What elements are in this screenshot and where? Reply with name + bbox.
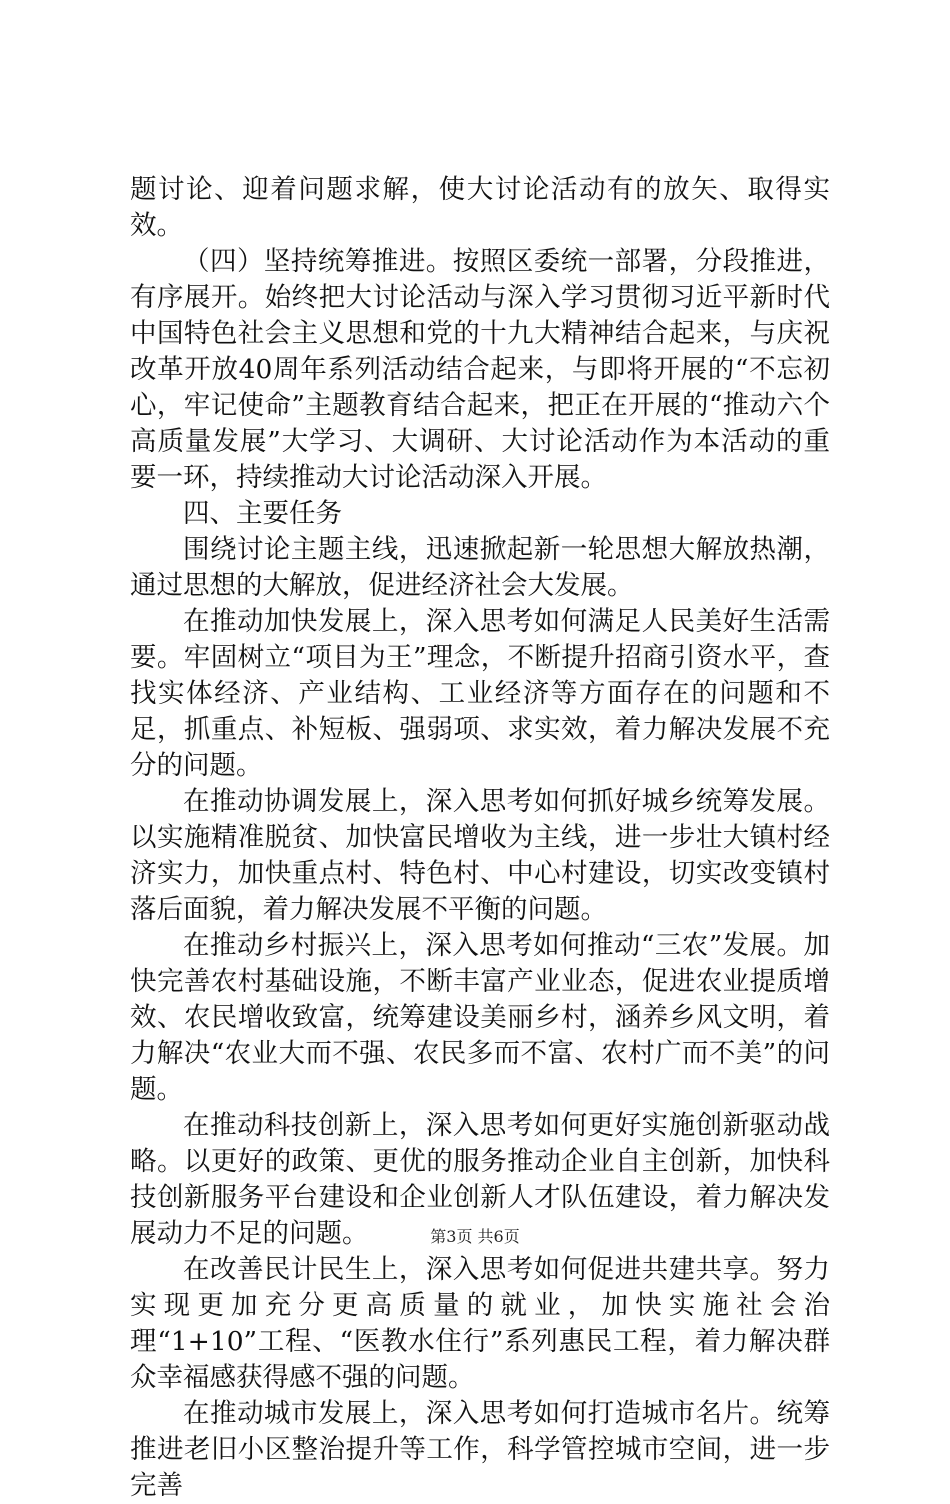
paragraph-coordination: （四）坚持统筹推进。按照区委统一部署，分段推进，有序展开。始终把大讨论活动与深入学习贯彻习近平新时代中国特色社会主义思想和党的十九大精神结合起来，与庆祝改革开放40周年系列活动结合起来，与即将开展的“不忘初心，牢记使命”主题教育结合起来，把正在开展的“推动六个高质量发展”大学习、大调研、大讨论活动作为本活动的重要一环，持续推动大讨论活动深入开展。 (130, 246, 830, 493)
paragraph-development: 在推动加快发展上，深入思考如何满足人民美好生活需要。牢固树立“项目为王”理念，不断提升招商引资水平，查找实体经济、产业结构、工业经济等方面存在的问题和不足，抓重点、补短板、强弱项、求实效，着力解决发展不充分的问题。 (130, 606, 830, 781)
paragraph-rural: 在推动乡村振兴上，深入思考如何推动“三农”发展。加快完善农村基础设施，不断丰富产业业态，促进农业提质增效、农民增收致富，统筹建设美丽乡村，涵养乡风文明，着力解决“农业大而不强、农民多而不富、农村广而不美”的问题。 (130, 930, 830, 1105)
paragraph-intro: 围绕讨论主题主线，迅速掀起新一轮思想大解放热潮，通过思想的大解放，促进经济社会大发展。 (130, 534, 830, 601)
paragraph-innovation: 在推动科技创新上，深入思考如何更好实施创新驱动战略。以更好的政策、更优的服务推动企业自主创新，加快科技创新服务平台建设和企业创新人才队伍建设，着力解决发展动力不足的问题。 (130, 1110, 830, 1249)
paragraph-continued: 题讨论、迎着问题求解，使大讨论活动有的放矢、取得实效。 (130, 174, 830, 241)
paragraph-livelihood: 在改善民计民生上，深入思考如何促进共建共享。努力实现更加充分更高质量的就业，加快实施社会治理“1+10”工程、“医教水住行”系列惠民工程，着力解决群众幸福感获得感不强的问题。 (130, 1254, 830, 1393)
document-body (130, 172, 830, 1504)
section-heading-main-tasks: 四、主要任务 (183, 498, 342, 529)
page-footer: 第3页 共6页 (430, 1227, 520, 1246)
paragraph-city: 在推动城市发展上，深入思考如何打造城市名片。统筹推进老旧小区整治提升等工作，科学管控城市空间，进一步完善 (130, 1398, 830, 1501)
paragraph-coordinated: 在推动协调发展上，深入思考如何抓好城乡统筹发展。以实施精准脱贫、加快富民增收为主线，进一步壮大镇村经济实力，加快重点村、特色村、中心村建设，切实改变镇村落后面貌，着力解决发展不平衡的问题。 (130, 786, 830, 925)
